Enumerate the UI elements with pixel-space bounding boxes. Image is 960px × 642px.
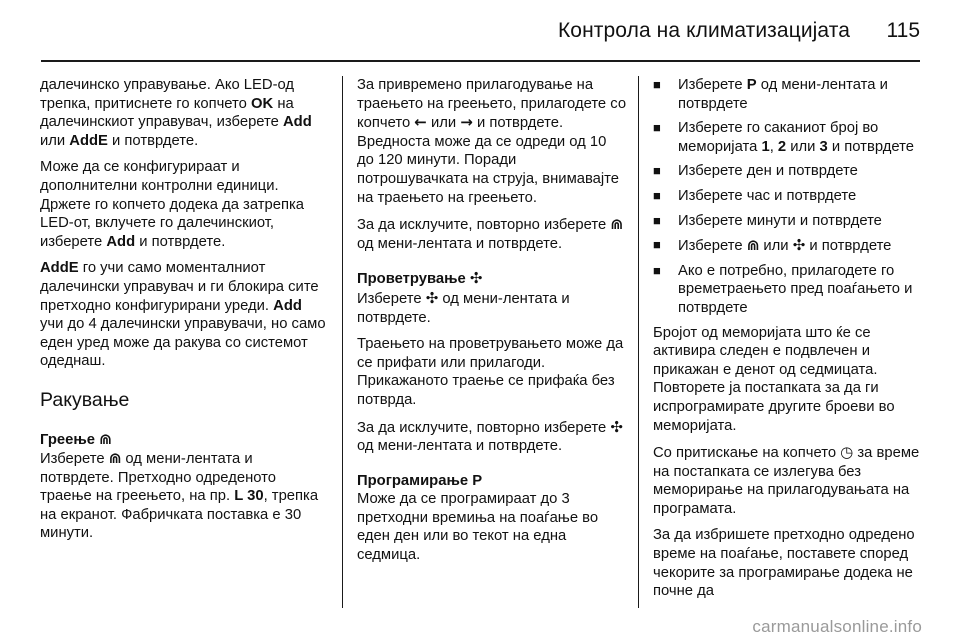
list-item: ■ Изберете P од мени-лентата и потврдете — [653, 76, 921, 113]
steps-list — [653, 76, 921, 318]
paragraph: AddE го учи само моменталниот далечински управувач и ги блокира сите претходно конфигурирани уреди. Add учи до 4 далечински управувачи, но само еден уред може да ракува со системот одеднаш. — [40, 260, 326, 370]
list-item: ■ Изберете го саканиот број во меморијата 1, 2 или 3 и потврдете — [653, 119, 921, 156]
paragraph: За да исклучите, повторно изберете ✣ од мени-лентата и потврдете. — [357, 417, 623, 455]
paragraph: Изберете ⋒ од мени-лентата и потврдете. Претходно одреденото траење на греењето, на пр. L 30, трепка на екранот. Фабричката поставка е 30 минути. — [40, 449, 319, 542]
subsection-heading-ventilation: Проветрување ✣ — [357, 269, 483, 288]
heating-icon: ⋒ — [610, 215, 623, 234]
page-number: 115 — [886, 19, 920, 42]
paragraph: За да исклучите, повторно изберете ⋒ од мени-лентата и потврдете. — [357, 215, 623, 252]
paragraph: За привремено прилагодување на траењето на греењето, прилагодете со копчето ← или → и потврдете. Вредноста може да се одреди од 10 до 120 минути. Поради потрошувачката на струја, внимавајте на траењето на греењето. — [357, 77, 627, 206]
paragraph: Со притискање на копчето ◷ за време на постапката се излегува без меморирање на прилагодувањата на програмата. — [653, 443, 920, 517]
column-3 — [653, 76, 921, 609]
arrow-left-icon: ← — [414, 113, 427, 132]
watermark: carmanualsonline.info — [752, 617, 922, 636]
subsection-heading-heating: Греење ⋒ — [40, 429, 112, 448]
column-2 — [357, 76, 627, 573]
paragraph: Траењето на проветрувањето може да се прифати или прилагоди. Прикажаното траење се прифаќа без потврда. — [357, 336, 624, 408]
subsection-heading-programming: Програмирање P — [357, 472, 483, 489]
paragraph: Може да се програмираат до 3 претходни времиња на поаѓање во еден ден или во текот на една седмица. — [357, 491, 599, 564]
paragraph: Бројот од меморијата што ќе се активира следен е подвлечен и прикажан е денот од седмицата. Повторете ја постапката за да ги испрограмирате другите броеви во меморијата. — [653, 324, 895, 434]
heating-icon: ⋒ — [746, 236, 760, 255]
column-1 — [40, 76, 328, 551]
ventilation-fan-icon: ✣ — [469, 269, 483, 288]
list-item: ■ Изберете минути и потврдете — [653, 212, 921, 231]
page-header — [0, 0, 960, 60]
header-rule — [41, 60, 920, 62]
list-item: ■ Изберете ⋒ или ✣ и потврдете — [653, 236, 921, 256]
page-title: Контрола на климатизацијата — [557, 19, 850, 42]
ventilation-fan-icon: ✣ — [792, 236, 806, 255]
heating-icon: ⋒ — [108, 449, 122, 468]
list-item: ■ Ако е потребно, прилагодете го времетраењето пред поаѓањето и потврдете — [653, 262, 921, 318]
list-item: ■ Изберете час и потврдете — [653, 187, 921, 206]
heating-icon: ⋒ — [99, 429, 112, 448]
paragraph: Може да се конфигурираат и дополнителни контролни единици. Држете го копчето додека да затрепка LED-от, вклучете го далечинскиот, изберете Add и потврдете. — [40, 159, 305, 250]
paragraph: Изберете ✣ од мени-лентата и потврдете. — [357, 288, 570, 326]
ventilation-fan-icon: ✣ — [610, 417, 623, 436]
clock-icon: ◷ — [840, 443, 854, 462]
column-divider — [638, 76, 639, 608]
column-divider — [342, 76, 343, 608]
ventilation-fan-icon: ✣ — [425, 288, 439, 307]
arrow-right-icon: → — [460, 113, 473, 132]
paragraph: За да избришете претходно одредено време на поаѓање, поставете според чекорите за програмирање додека не почне да — [653, 527, 915, 600]
list-item: ■ Изберете ден и потврдете — [653, 162, 921, 181]
paragraph: далечинско управување. Ако LED-од трепка, притиснете го копчето OK на далечинскиот управувач, изберете Add или AddE и потврдете. — [40, 77, 312, 149]
section-heading: Ракување — [40, 388, 130, 411]
